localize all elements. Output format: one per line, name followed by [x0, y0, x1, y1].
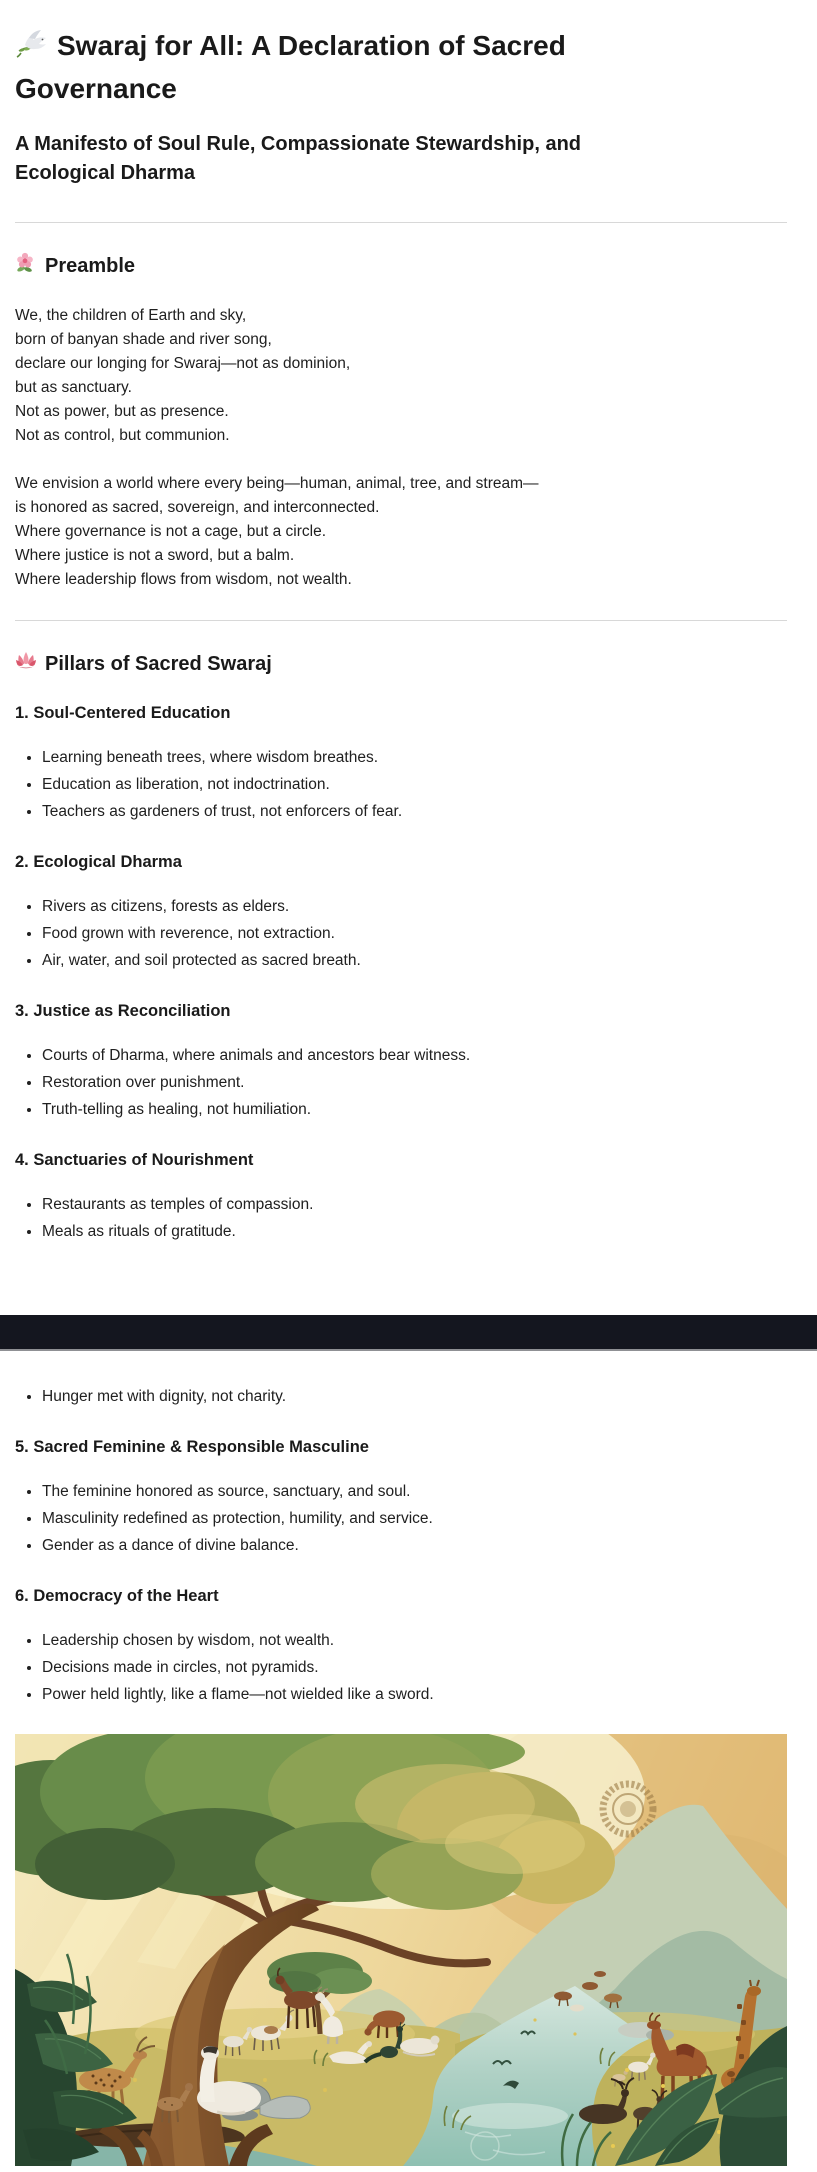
lotus-icon: [15, 649, 37, 678]
list-item: • Power held lightly, like a flame—not wielded like a sword.: [42, 1683, 787, 1707]
list-item: • Food grown with reverence, not extraction.: [42, 922, 787, 946]
list-item: • Air, water, and soil protected as sacred breath.: [42, 949, 787, 973]
pillar-5-title: 5. Sacred Feminine & Responsible Masculine: [15, 1438, 369, 1456]
pillar-4-list: [15, 1193, 787, 1244]
preamble-heading-text: Preamble: [45, 254, 136, 277]
divider: [15, 620, 787, 621]
pillar-4-list-continued: [15, 1385, 787, 1409]
pillar-3-list: [15, 1044, 787, 1122]
list-item: • Leadership chosen by wisdom, not wealth.: [42, 1629, 787, 1653]
page-subtitle: A Manifesto of Soul Rule, Compassionate Stewardship, and Ecological Dharma: [15, 133, 581, 184]
preamble-heading: [15, 251, 787, 280]
dove-olive-branch-icon: [15, 29, 49, 69]
list-item: • Restaurants as temples of compassion.: [42, 1193, 787, 1217]
list-item: • Masculinity redefined as protection, humility, and service.: [42, 1507, 787, 1531]
pink-blossom-icon: [15, 251, 37, 280]
page-title: [15, 26, 615, 108]
list-item: • Teachers as gardeners of trust, not enforcers of fear.: [42, 800, 787, 824]
list-item: • Decisions made in circles, not pyramids.: [42, 1656, 787, 1680]
list-item: • Courts of Dharma, where animals and ancestors bear witness.: [42, 1044, 787, 1068]
list-item: • Meals as rituals of gratitude.: [42, 1220, 787, 1244]
pillar-3-title: 3. Justice as Reconciliation: [15, 1002, 231, 1020]
pillar-5-list: [15, 1480, 787, 1558]
list-item: • Gender as a dance of divine balance.: [42, 1534, 787, 1558]
pillar-1-title: 1. Soul-Centered Education: [15, 704, 231, 722]
list-item: • The feminine honored as source, sanctuary, and soul.: [42, 1480, 787, 1504]
list-item: • Rivers as citizens, forests as elders.: [42, 895, 787, 919]
pillar-6-list: [15, 1629, 787, 1707]
river-valley-illustration[interactable]: [15, 1734, 787, 2166]
list-item: • Education as liberation, not indoctrination.: [42, 773, 787, 797]
pillar-2-title: 2. Ecological Dharma: [15, 853, 182, 871]
page-title-text: Swaraj for All: A Declaration of Sacred Governance: [15, 30, 566, 104]
preamble-stanza-1: We, the children of Earth and sky, born of banyan shade and river song, declare our longing for Swaraj—not as dominion, but as sanctuary. Not as power, but as presence. Not as control, but communion.: [15, 307, 351, 444]
list-item: • Learning beneath trees, where wisdom breathes.: [42, 746, 787, 770]
preamble-stanza-2: We envision a world where every being—human, animal, tree, and stream— is honored as sacred, sovereign, and interconnected. Where governance is not a cage, but a circle. Where justice is not a sword, but a balm. Where leadership flows from wisdom, not wealth.: [15, 475, 539, 588]
list-item: • Truth-telling as healing, not humiliation.: [42, 1098, 787, 1122]
pillar-4-title: 4. Sanctuaries of Nourishment: [15, 1151, 254, 1169]
pillar-1-list: [15, 746, 787, 824]
pillars-heading: [15, 649, 787, 678]
document-page-2: [0, 1351, 817, 2172]
divider: [15, 222, 787, 223]
list-item: • Hunger met with dignity, not charity.: [42, 1385, 787, 1409]
list-item: • Restoration over punishment.: [42, 1071, 787, 1095]
pillar-6-title: 6. Democracy of the Heart: [15, 1587, 219, 1605]
page-break-band: [0, 1315, 817, 1351]
pillars-heading-text: Pillars of Sacred Swaraj: [45, 652, 272, 675]
pillar-2-list: [15, 895, 787, 973]
